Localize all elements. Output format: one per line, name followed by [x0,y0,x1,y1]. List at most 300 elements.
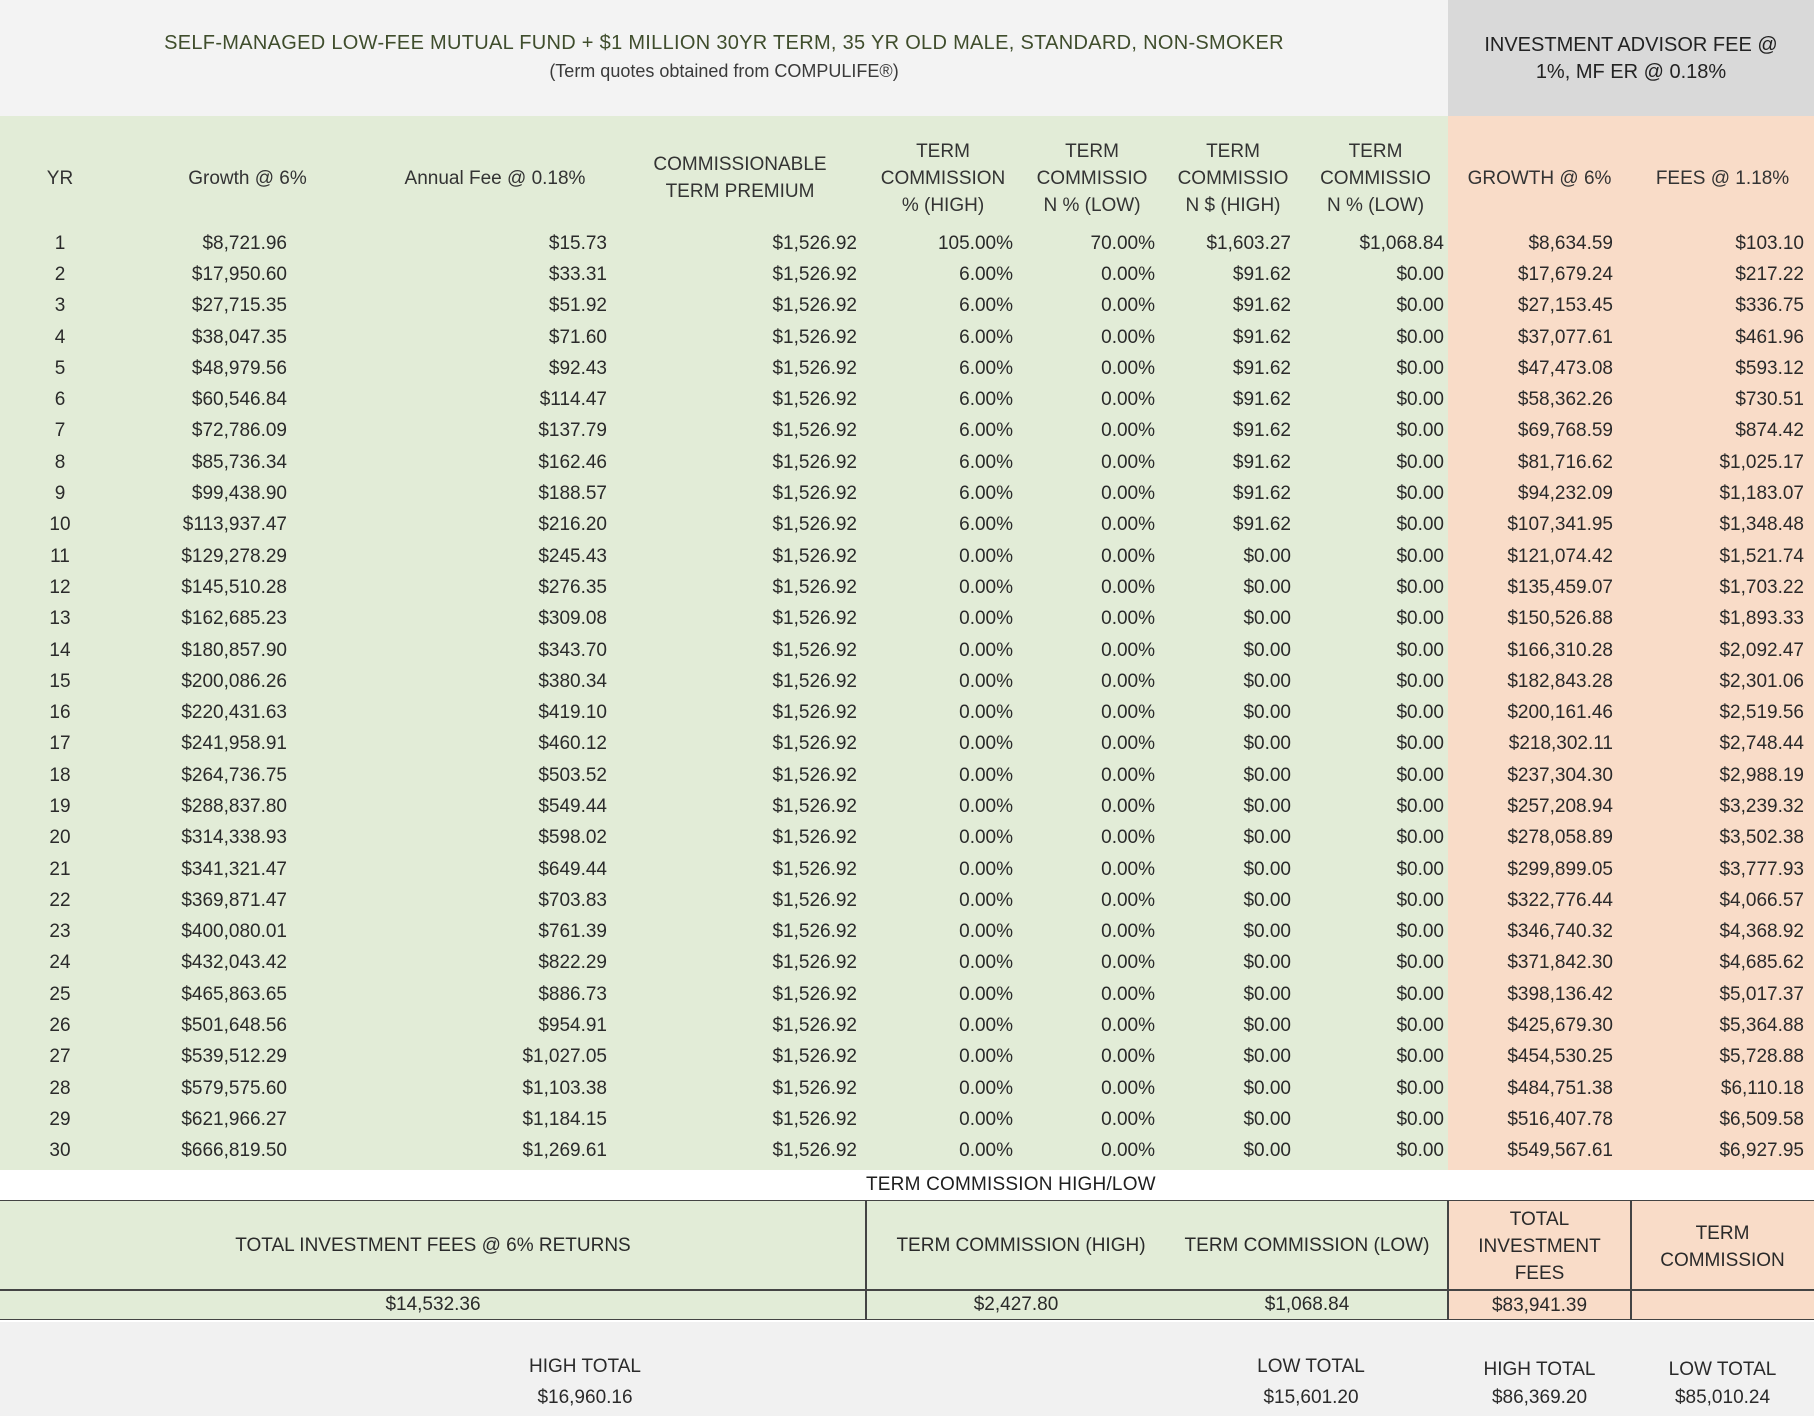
cell-comm-usd-high: $91.62 [1232,389,1291,411]
cell-adv-growth: $299,899.05 [1507,858,1613,880]
cell-adv-fees: $6,110.18 [1720,1077,1804,1099]
col-header-premium: COMMISSIONABLE TERM PREMIUM [653,154,827,202]
col-header-comm-usd-high: TERM COMMISSIO N $ (HIGH) [1177,140,1289,216]
cell-adv-fees: $730.51 [1735,389,1804,411]
cell-adv-fees: $3,502.38 [1719,827,1804,849]
cell-adv-growth: $398,136.42 [1507,983,1613,1005]
cell-premium: $1,526.92 [772,952,857,974]
cell-comm-pct-high: 0.00% [959,827,1013,849]
cell-comm-pct-low: 0.00% [1101,357,1155,379]
cell-premium: $1,526.92 [772,326,857,348]
cell-growth: $539,512.29 [181,1046,287,1068]
cell-comm-usd-high: $91.62 [1232,263,1291,285]
advisor-total-investment-fees-value: $83,941.39 [1491,1295,1588,1316]
column-header-row [0,128,1814,228]
cell-comm-usd-high: $0.00 [1243,983,1291,1005]
cell-premium: $1,526.92 [772,702,857,724]
cell-growth: $162,685.23 [181,608,287,630]
cell-comm-usd-low: $0.00 [1396,1077,1444,1099]
cell-comm-usd-high: $0.00 [1243,952,1291,974]
cell-yr: 12 [49,576,71,598]
advisor-high-total-label: HIGH TOTAL [1483,1359,1596,1380]
cell-comm-pct-low: 0.00% [1101,670,1155,692]
cell-comm-usd-high: $0.00 [1243,576,1291,598]
cell-adv-fees: $103.10 [1735,232,1804,254]
cell-yr: 9 [54,483,66,505]
cell-adv-fees: $3,239.32 [1719,795,1804,817]
cell-growth: $400,080.01 [181,921,287,943]
cell-growth: $17,950.60 [191,263,287,285]
cell-premium: $1,526.92 [772,1108,857,1130]
cell-yr: 13 [49,608,71,630]
cell-comm-pct-high: 0.00% [959,1015,1013,1037]
page-subtitle: (Term quotes obtained from COMPULIFE®) [549,61,899,81]
cell-comm-usd-low: $0.00 [1396,263,1444,285]
cell-growth: $314,338.93 [181,827,287,849]
cell-annual-fee: $886.73 [538,983,607,1005]
cell-adv-fees: $1,183.07 [1719,483,1804,505]
advisor-title-line-1: INVESTMENT ADVISOR FEE @ [1484,34,1778,56]
cell-comm-usd-low: $0.00 [1396,983,1444,1005]
cell-comm-pct-high: 0.00% [959,702,1013,724]
cell-premium: $1,526.92 [772,639,857,661]
cell-comm-usd-high: $1,603.27 [1206,232,1291,254]
cell-annual-fee: $92.43 [548,357,607,379]
header-left [0,0,1448,116]
advisor-title-line-2: 1%, MF ER @ 0.18% [1535,61,1727,83]
cell-adv-growth: $371,842.30 [1507,952,1613,974]
cell-yr: 8 [54,451,66,473]
cell-growth: $264,736.75 [181,764,287,786]
cell-comm-pct-low: 0.00% [1101,389,1155,411]
cell-comm-pct-high: 0.00% [959,1140,1013,1162]
cell-comm-pct-high: 6.00% [959,483,1013,505]
cell-comm-pct-high: 0.00% [959,889,1013,911]
term-commission-high-low-label: TERM COMMISSION HIGH/LOW [866,1174,1156,1195]
cell-adv-growth: $150,526.88 [1507,608,1613,630]
cell-premium: $1,526.92 [772,764,857,786]
cell-premium: $1,526.92 [772,420,857,442]
cell-comm-usd-high: $91.62 [1232,295,1291,317]
cell-comm-usd-high: $0.00 [1243,921,1291,943]
cell-comm-pct-low: 0.00% [1101,921,1155,943]
table-row [0,1136,1814,1167]
cell-yr: 22 [49,889,71,911]
cell-annual-fee: $114.47 [539,389,607,411]
cell-comm-pct-low: 0.00% [1101,1015,1155,1037]
cell-premium: $1,526.92 [772,858,857,880]
cell-annual-fee: $822.29 [538,952,607,974]
cell-comm-pct-high: 0.00% [959,764,1013,786]
cell-adv-growth: $107,341.95 [1507,514,1613,536]
cell-growth: $501,648.56 [181,1015,287,1037]
cell-comm-usd-low: $0.00 [1396,670,1444,692]
cell-adv-growth: $516,407.78 [1507,1108,1613,1130]
cell-yr: 23 [49,921,71,943]
cell-yr: 3 [54,295,66,317]
table-row [0,791,1814,822]
cell-adv-fees: $593.12 [1735,357,1804,379]
cell-premium: $1,526.92 [772,576,857,598]
cell-comm-pct-low: 0.00% [1101,420,1155,442]
cell-yr: 17 [49,733,71,755]
cell-comm-usd-low: $0.00 [1396,483,1444,505]
cell-adv-fees: $1,893.33 [1719,608,1804,630]
cell-comm-usd-high: $91.62 [1232,420,1291,442]
table-row [0,604,1814,635]
cell-comm-usd-low: $0.00 [1396,1046,1444,1068]
table-row [0,729,1814,760]
cell-annual-fee: $276.35 [538,576,607,598]
table-row [0,228,1814,259]
cell-annual-fee: $598.02 [538,827,607,849]
cell-comm-usd-high: $0.00 [1243,1140,1291,1162]
table-row [0,854,1814,885]
cell-comm-usd-low: $0.00 [1396,733,1444,755]
high-total-label: HIGH TOTAL [529,1356,641,1377]
comm-high-value: $2,427.80 [973,1294,1059,1315]
cell-comm-pct-high: 0.00% [959,639,1013,661]
col-header-comm-pct-high: TERM COMMISSION % (HIGH) [880,140,1006,216]
data-table [0,128,1814,1167]
cell-yr: 10 [49,514,71,536]
cell-growth: $113,937.47 [182,514,287,536]
cell-growth: $38,047.35 [191,326,287,348]
cell-yr: 5 [54,357,66,379]
cell-comm-pct-low: 0.00% [1101,702,1155,724]
cell-comm-usd-high: $0.00 [1243,827,1291,849]
table-row [0,885,1814,916]
cell-comm-pct-high: 0.00% [959,545,1013,567]
cell-yr: 6 [54,389,66,411]
cell-adv-fees: $6,509.58 [1719,1108,1804,1130]
cell-growth: $145,510.28 [181,576,287,598]
table-row [0,1042,1814,1073]
cell-yr: 25 [49,983,71,1005]
table-row [0,384,1814,415]
cell-growth: $579,575.60 [181,1077,287,1099]
cell-growth: $180,857.90 [181,639,287,661]
table-row [0,259,1814,290]
cell-premium: $1,526.92 [772,921,857,943]
cell-comm-usd-low: $0.00 [1396,326,1444,348]
cell-comm-pct-high: 6.00% [959,420,1013,442]
cell-adv-growth: $135,459.07 [1507,576,1613,598]
cell-yr: 4 [54,326,66,348]
cell-growth: $621,966.27 [181,1108,287,1130]
cell-yr: 7 [54,420,66,442]
cell-adv-fees: $2,092.47 [1719,639,1804,661]
cell-comm-usd-low: $0.00 [1396,389,1444,411]
cell-comm-pct-low: 0.00% [1101,451,1155,473]
cell-comm-pct-low: 0.00% [1101,639,1155,661]
advisor-low-total-label: LOW TOTAL [1668,1359,1777,1380]
cell-adv-fees: $2,519.56 [1719,702,1804,724]
cell-comm-usd-high: $0.00 [1243,1077,1291,1099]
cell-comm-usd-low: $0.00 [1396,545,1444,567]
cell-annual-fee: $71.60 [548,326,607,348]
table-row [0,948,1814,979]
cell-comm-usd-high: $0.00 [1243,889,1291,911]
cell-comm-usd-low: $0.00 [1396,889,1444,911]
table-row [0,666,1814,697]
cell-comm-usd-low: $0.00 [1396,1015,1444,1037]
cell-adv-fees: $1,025.17 [1719,451,1804,473]
cell-premium: $1,526.92 [772,451,857,473]
cell-growth: $666,819.50 [181,1140,287,1162]
cell-comm-pct-high: 0.00% [959,670,1013,692]
table-row [0,697,1814,728]
cell-comm-pct-high: 6.00% [959,514,1013,536]
cell-comm-pct-low: 0.00% [1101,483,1155,505]
cell-comm-pct-low: 70.00% [1090,232,1155,254]
cell-annual-fee: $1,103.38 [522,1077,607,1099]
cell-comm-pct-low: 0.00% [1101,827,1155,849]
cell-comm-usd-low: $0.00 [1396,827,1444,849]
cell-premium: $1,526.92 [772,889,857,911]
cell-adv-fees: $4,685.62 [1719,952,1804,974]
cell-comm-pct-low: 0.00% [1101,889,1155,911]
cell-annual-fee: $649.44 [538,858,607,880]
cell-yr: 14 [49,639,71,661]
cell-annual-fee: $245.43 [538,545,607,567]
cell-yr: 21 [49,858,71,880]
cell-annual-fee: $503.52 [538,764,607,786]
cell-yr: 28 [49,1077,71,1099]
total-investment-fees-value: $14,532.36 [385,1294,481,1315]
cell-growth: $200,086.26 [181,670,287,692]
comm-low-value: $1,068.84 [1264,1294,1350,1315]
cell-yr: 18 [49,764,71,786]
cell-comm-usd-high: $0.00 [1243,639,1291,661]
cell-comm-pct-high: 0.00% [959,576,1013,598]
cell-comm-usd-low: $0.00 [1396,295,1444,317]
cell-annual-fee: $549.44 [538,795,607,817]
cell-comm-pct-low: 0.00% [1101,983,1155,1005]
cell-comm-pct-low: 0.00% [1101,795,1155,817]
cell-growth: $60,546.84 [191,389,287,411]
total-investment-fees-label: TOTAL INVESTMENT FEES @ 6% RETURNS [235,1235,631,1256]
cell-adv-growth: $69,768.59 [1517,420,1613,442]
cell-comm-usd-high: $0.00 [1243,858,1291,880]
table-row [0,760,1814,791]
cell-comm-pct-high: 6.00% [959,326,1013,348]
cell-adv-growth: $200,161.46 [1507,702,1613,724]
cell-comm-usd-low: $0.00 [1396,952,1444,974]
cell-comm-usd-high: $0.00 [1243,1015,1291,1037]
cell-annual-fee: $162.46 [538,451,607,473]
cell-premium: $1,526.92 [772,1046,857,1068]
cell-premium: $1,526.92 [772,232,857,254]
cell-adv-fees: $1,348.48 [1719,514,1804,536]
cell-yr: 15 [49,670,71,692]
table-row [0,1104,1814,1135]
advisor-term-commission-label: TERM COMMISSION [1660,1223,1785,1271]
cell-annual-fee: $15.73 [548,232,607,254]
table-row [0,572,1814,603]
cell-comm-pct-high: 6.00% [959,263,1013,285]
divider [1448,1289,1814,1291]
cell-comm-pct-high: 0.00% [959,921,1013,943]
cell-comm-pct-high: 0.00% [959,1046,1013,1068]
cell-annual-fee: $460.12 [538,733,607,755]
cell-premium: $1,526.92 [772,295,857,317]
cell-comm-pct-low: 0.00% [1101,1108,1155,1130]
cell-comm-pct-low: 0.00% [1101,545,1155,567]
cell-comm-pct-high: 0.00% [959,952,1013,974]
cell-adv-growth: $94,232.09 [1517,483,1613,505]
cell-annual-fee: $343.70 [538,639,607,661]
cell-adv-fees: $5,728.88 [1719,1046,1804,1068]
cell-comm-usd-low: $0.00 [1396,1140,1444,1162]
cell-yr: 26 [49,1015,71,1037]
table-row [0,322,1814,353]
cell-adv-growth: $37,077.61 [1517,326,1613,348]
cell-comm-pct-high: 0.00% [959,858,1013,880]
cell-comm-pct-low: 0.00% [1101,326,1155,348]
table-body [0,228,1814,1167]
cell-adv-growth: $17,679.24 [1517,263,1613,285]
cell-growth: $220,431.63 [181,702,287,724]
cell-adv-growth: $346,740.32 [1507,921,1613,943]
cell-adv-fees: $3,777.93 [1719,858,1804,880]
cell-comm-pct-low: 0.00% [1101,1140,1155,1162]
cell-premium: $1,526.92 [772,733,857,755]
cell-premium: $1,526.92 [772,1015,857,1037]
cell-adv-growth: $549,567.61 [1507,1140,1613,1162]
cell-comm-pct-high: 6.00% [959,389,1013,411]
cell-comm-pct-low: 0.00% [1101,608,1155,630]
cell-premium: $1,526.92 [772,483,857,505]
cell-comm-pct-high: 0.00% [959,983,1013,1005]
cell-growth: $465,863.65 [181,983,287,1005]
cell-comm-pct-high: 0.00% [959,608,1013,630]
col-header-comm-usd-low: TERM COMMISSIO N % (LOW) [1320,140,1431,216]
cell-adv-fees: $874.42 [1735,420,1804,442]
col-header-growth: Growth @ 6% [188,167,307,189]
cell-yr: 29 [49,1108,71,1130]
cell-yr: 30 [49,1140,71,1162]
cell-comm-pct-low: 0.00% [1101,1046,1155,1068]
cell-premium: $1,526.92 [772,357,857,379]
cell-annual-fee: $1,027.05 [522,1046,607,1068]
cell-annual-fee: $51.92 [548,295,607,317]
cell-comm-usd-low: $0.00 [1396,1108,1444,1130]
high-total-value: $16,960.16 [537,1387,633,1408]
cell-annual-fee: $419.10 [538,702,607,724]
cell-adv-growth: $237,304.30 [1507,764,1613,786]
cell-yr: 1 [54,232,66,254]
cell-premium: $1,526.92 [772,827,857,849]
col-header-annual-fee: Annual Fee @ 0.18% [404,167,586,189]
cell-annual-fee: $1,184.15 [522,1108,607,1130]
header-right [1448,0,1814,116]
cell-yr: 16 [49,702,71,724]
table-row [0,635,1814,666]
cell-comm-pct-low: 0.00% [1101,733,1155,755]
cell-comm-usd-high: $0.00 [1243,764,1291,786]
cell-adv-fees: $1,521.74 [1719,545,1804,567]
cell-comm-usd-low: $0.00 [1396,795,1444,817]
cell-growth: $8,721.96 [202,232,287,254]
cell-comm-usd-high: $0.00 [1243,1108,1291,1130]
cell-comm-usd-high: $0.00 [1243,545,1291,567]
low-total-value: $15,601.20 [1263,1387,1359,1408]
cell-adv-growth: $81,716.62 [1517,451,1613,473]
cell-annual-fee: $380.34 [538,670,607,692]
advisor-low-total-value: $85,010.24 [1674,1387,1771,1408]
cell-growth: $288,837.80 [181,795,287,817]
cell-growth: $85,736.34 [191,451,287,473]
cell-premium: $1,526.92 [772,545,857,567]
cell-premium: $1,526.92 [772,795,857,817]
page-title: SELF-MANAGED LOW-FEE MUTUAL FUND + $1 MILLION 30YR TERM, 35 YR OLD MALE, STANDARD, NON-SMOKER [164,32,1284,54]
table-row [0,291,1814,322]
cell-adv-growth: $58,362.26 [1517,389,1613,411]
cell-annual-fee: $761.39 [538,921,607,943]
cell-annual-fee: $1,269.61 [522,1140,607,1162]
col-header-adv-growth: GROWTH @ 6% [1467,167,1612,189]
cell-adv-growth: $484,751.38 [1507,1077,1613,1099]
cell-annual-fee: $954.91 [538,1015,607,1037]
cell-comm-usd-low: $0.00 [1396,764,1444,786]
table-row [0,823,1814,854]
cell-adv-fees: $5,364.88 [1719,1015,1804,1037]
cell-comm-pct-low: 0.00% [1101,514,1155,536]
col-header-adv-fees: FEES @ 1.18% [1655,167,1790,189]
cell-premium: $1,526.92 [772,514,857,536]
cell-growth: $48,979.56 [191,357,287,379]
cell-comm-usd-high: $0.00 [1243,702,1291,724]
comm-low-label: TERM COMMISSION (LOW) [1184,1235,1430,1256]
cell-annual-fee: $188.57 [538,483,607,505]
cell-adv-growth: $166,310.28 [1507,639,1613,661]
cell-comm-pct-low: 0.00% [1101,952,1155,974]
cell-growth: $129,278.29 [181,545,287,567]
cell-comm-usd-low: $0.00 [1396,921,1444,943]
cell-annual-fee: $137.79 [538,420,607,442]
cell-adv-growth: $47,473.08 [1517,357,1613,379]
cell-comm-pct-high: 6.00% [959,357,1013,379]
cell-comm-usd-low: $0.00 [1396,858,1444,880]
col-header-yr: YR [46,167,74,189]
cell-comm-usd-low: $1,068.84 [1359,232,1444,254]
cell-premium: $1,526.92 [772,389,857,411]
table-row [0,510,1814,541]
cell-premium: $1,526.92 [772,670,857,692]
cell-comm-usd-low: $0.00 [1396,702,1444,724]
cell-comm-usd-high: $0.00 [1243,608,1291,630]
cell-adv-fees: $4,368.92 [1719,921,1804,943]
cell-annual-fee: $309.08 [538,608,607,630]
cell-comm-pct-low: 0.00% [1101,576,1155,598]
cell-adv-growth: $257,208.94 [1507,795,1613,817]
cell-comm-usd-high: $91.62 [1232,451,1291,473]
advisor-high-total-value: $86,369.20 [1491,1387,1588,1408]
cell-premium: $1,526.92 [772,263,857,285]
cell-adv-growth: $8,634.59 [1528,232,1613,254]
cell-growth: $369,871.47 [181,889,287,911]
cell-comm-usd-low: $0.00 [1396,576,1444,598]
cell-comm-usd-high: $0.00 [1243,795,1291,817]
cell-premium: $1,526.92 [772,608,857,630]
cell-comm-usd-low: $0.00 [1396,357,1444,379]
cell-premium: $1,526.92 [772,1140,857,1162]
cell-adv-growth: $27,153.45 [1517,295,1613,317]
cell-adv-fees: $2,748.44 [1719,733,1804,755]
cell-comm-pct-low: 0.00% [1101,295,1155,317]
cell-comm-usd-low: $0.00 [1396,639,1444,661]
